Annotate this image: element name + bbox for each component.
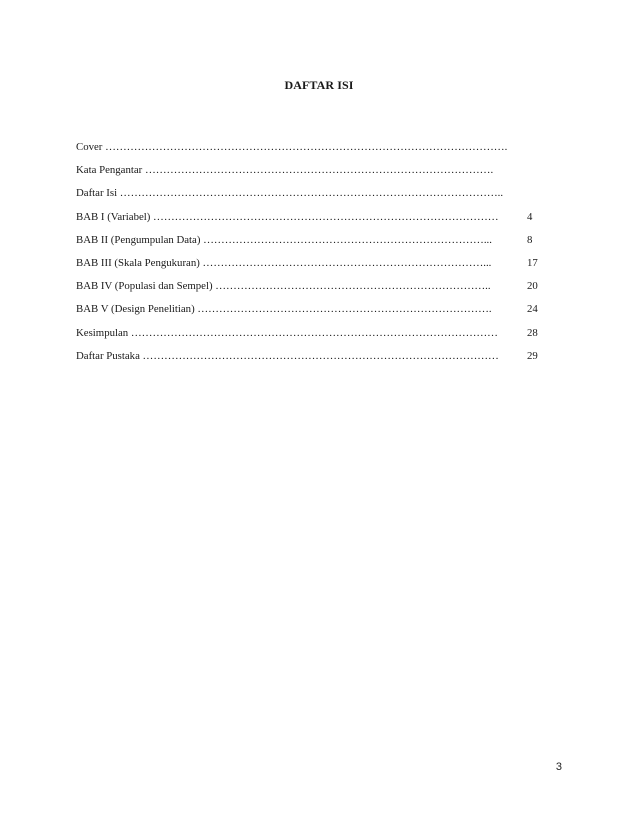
toc-entry-text: Kesimpulan ………………………………………………………………………………………… [76,326,498,339]
toc-entry-text: Daftar Isi …………………………………………………………………………………………….. [76,187,504,200]
toc-entry-page: 8 [527,233,533,246]
toc-entry-bab-1 [76,210,546,233]
toc-entry-text: BAB I (Variabel) …………………………………………………………………………………… [76,210,499,223]
toc-entry-text: BAB II (Pengumpulan Data) ……………………………………………………………………... [76,233,492,246]
toc-entry-daftar-pustaka [76,349,546,372]
table-of-contents [76,140,546,372]
toc-entry-text: Kata Pengantar ……………………………………………………………………………………. [76,164,494,177]
toc-entry-text: BAB V (Design Penelitian) ………………………………………………………………………. [76,303,492,316]
toc-entry-cover [76,140,546,163]
page-title: DAFTAR ISI [284,78,354,92]
toc-entry-page: 24 [527,303,538,316]
toc-entry-bab-4 [76,279,546,302]
toc-entry-daftar-isi [76,186,546,209]
toc-entry-page: 28 [527,326,538,339]
toc-entry-page: 17 [527,256,538,269]
toc-entry-text: Cover …………………………………………………………………………………………………. [76,141,508,153]
toc-entry-bab-2 [76,233,546,256]
toc-entry-bab-5 [76,302,546,325]
toc-entry-kesimpulan [76,326,546,349]
page-number: 3 [555,761,562,773]
toc-entry-text: BAB III (Skala Pengukuran) ……………………………………………………………………... [76,256,492,269]
toc-entry-page: 4 [527,210,533,223]
toc-entry-page: 20 [527,280,538,293]
toc-entry-page: 29 [527,349,538,362]
toc-entry-text: BAB IV (Populasi dan Sempel) ………………………………………………………………….. [76,280,491,293]
toc-entry-bab-3 [76,256,546,279]
toc-entry-text: Daftar Pustaka ……………………………………………………………………………………… [76,349,499,362]
toc-entry-kata-pengantar [76,163,546,186]
